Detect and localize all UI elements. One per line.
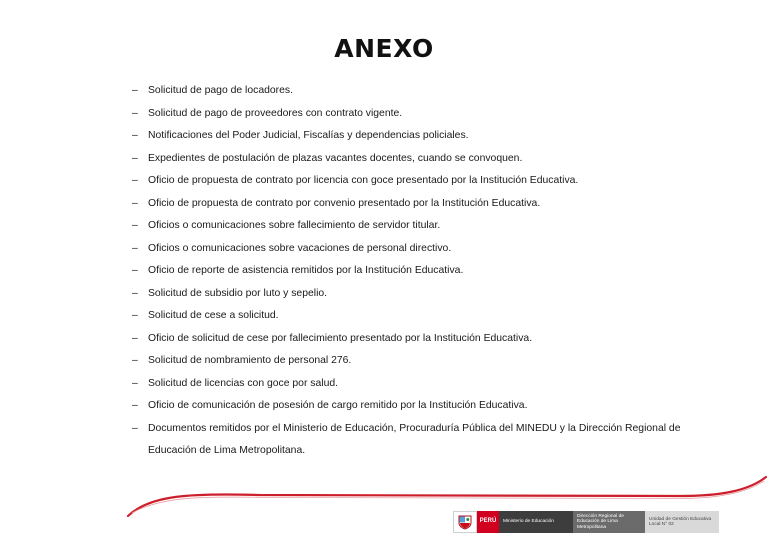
- list-item-text: Oficio de solicitud de cese por fallecimiento presentado por la Institución Educativa.: [148, 332, 533, 344]
- list-item: [132, 373, 722, 396]
- list-item-text: Documentos remitidos por el Ministerio de Educación, Procuraduría Pública del MINEDU y la Dirección Regional de Educación de Lima Metropolitana.: [148, 422, 681, 456]
- list-item-text: Solicitud de pago de locadores.: [148, 85, 293, 96]
- list-item-text: Oficio de propuesta de contrato por licencia con goce presentado por la Institución Educativa.: [148, 175, 579, 186]
- bullet-dash: –: [132, 242, 138, 254]
- list-item-text: Oficios o comunicaciones sobre fallecimiento de servidor titular.: [148, 220, 441, 231]
- list-item: [132, 260, 722, 283]
- list-item: [132, 215, 722, 238]
- list-item-text: Oficio de comunicación de posesión de cargo remitido por la Institución Educativa.: [148, 400, 528, 411]
- list-item: [132, 80, 722, 103]
- bullet-dash: –: [132, 400, 138, 411]
- list-item-text: Solicitud de cese a solicitud.: [148, 310, 279, 321]
- list-item-text: Solicitud de nombramiento de personal 276.: [148, 355, 352, 366]
- bullet-dash: –: [132, 130, 138, 141]
- peru-label: PERÚ: [477, 511, 499, 533]
- bullet-dash: –: [132, 85, 138, 96]
- bullet-dash: –: [132, 377, 138, 389]
- page-title: ANEXO: [334, 34, 434, 63]
- list-item: [132, 305, 722, 328]
- list-item: [132, 170, 722, 193]
- list-item-text: Solicitud de subsidio por luto y sepelio.: [148, 287, 328, 299]
- bullet-dash: –: [132, 355, 138, 366]
- list-item-text: Solicitud de pago de proveedores con contrato vigente.: [148, 107, 403, 119]
- list-item: [132, 395, 722, 418]
- list-item: [132, 238, 722, 261]
- institution-logo-bar: [453, 511, 719, 533]
- list-item: [132, 350, 722, 373]
- list-item: [132, 148, 722, 171]
- list-item-text: Solicitud de licencias con goce por salud.: [148, 377, 339, 389]
- regional-direction-label: Dirección Regional de Educación de Lima Metropolitana: [573, 511, 645, 533]
- list-item: [132, 283, 722, 306]
- bullet-dash: –: [132, 287, 138, 299]
- bullet-dash: –: [132, 310, 138, 321]
- coat-of-arms-icon: [453, 511, 477, 533]
- bullet-dash: –: [132, 265, 138, 276]
- bullet-dash: –: [132, 197, 138, 209]
- list-item: [132, 193, 722, 216]
- list-item: [132, 328, 722, 351]
- list-item-text: Oficios o comunicaciones sobre vacaciones de personal directivo.: [148, 242, 452, 254]
- list-item-text: Oficio de reporte de asistencia remitidos por la Institución Educativa.: [148, 265, 464, 276]
- ministry-label: Ministerio de Educación: [499, 511, 573, 533]
- shield-icon: [457, 514, 473, 530]
- bullet-dash: –: [132, 422, 138, 434]
- bullet-dash: –: [132, 107, 138, 119]
- annex-list: [132, 80, 722, 463]
- list-item-text: Oficio de propuesta de contrato por convenio presentado por la Institución Educativa.: [148, 197, 541, 209]
- bullet-dash: –: [132, 152, 138, 164]
- bullet-dash: –: [132, 220, 138, 231]
- list-item-text: Notificaciones del Poder Judicial, Fiscalías y dependencias policiales.: [148, 130, 469, 141]
- list-item: [132, 103, 722, 126]
- bullet-dash: –: [132, 175, 138, 186]
- list-item: [132, 125, 722, 148]
- ugel-label: Unidad de Gestión Educativa Local N° 02: [645, 511, 719, 533]
- list-item-text: Expedientes de postulación de plazas vacantes docentes, cuando se convoquen.: [148, 152, 523, 164]
- bullet-dash: –: [132, 332, 138, 344]
